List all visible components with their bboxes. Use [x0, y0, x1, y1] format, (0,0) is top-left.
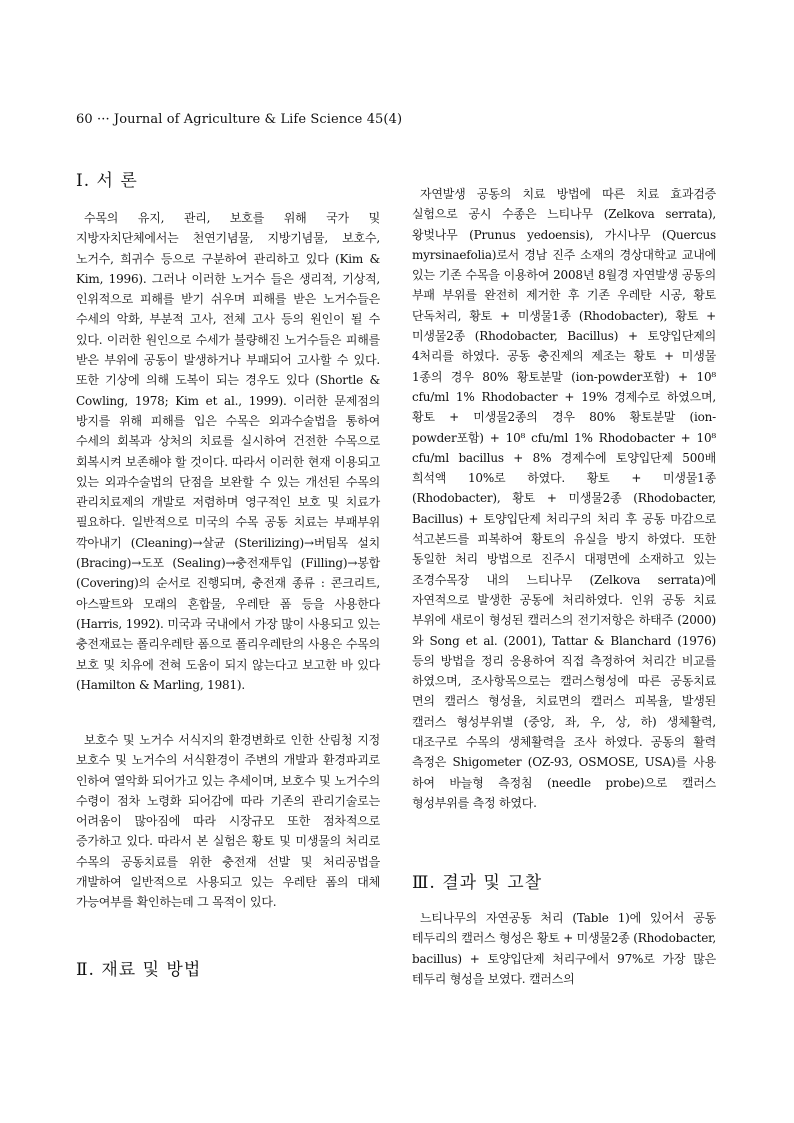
intro-paragraph-2: 보호수 및 노거수 서식지의 환경변화로 인한 산림청 지정 보호수 및 노거수의 서식환경이 주변의 개발과 환경파괴로 인하여 열악화 되어가고 있는 추세이며, 보호수 및 노거수의 수령이 점차 노령화 되어감에 따라 기존의 관리기술로는 어려움이 많아짐에 따라 시장규모 또한 점차적으로 증가하고 있다. 따라서 본 실험은 황토 및 미생물의 처리로 수목의 공동치료를 위한 충전재 선발 및 처리공법을 개발하여 일반적으로 사용되고 있는 우레탄 폼의 대체 가능여부를 확인하는데 그 목적이 있다. [76, 733, 380, 910]
section-title-methods: Ⅱ. 재료 및 방법 [76, 960, 202, 980]
methods-paragraph-1: 자연발생 공동의 치료 방법에 따른 치료 효과검증 실험으로 공시 수종은 느티나무 (Zelkova serrata), 왕벚나무 (Prunus yedoensis), 가시나무 (Quercus myrsinaefolia)로서 경남 진주 소재의 경상대학교 교내에 있는 기존 수목을 이용하여 2008년 8월경 자연발생 공동의 부패 부위를 완전히 제거한 후 기존 우레탄 시공, 황토 단독처리, 황토 + 미생물1종 (Rhodobacter), 황토 + 미생물2종 (Rhodobacter, Bacillus) + 토양입단제의 4처리를 하였다. 공동 충진제의 제조는 황토 + 미생물 1종의 경우 80% 황토분말 (ion-powder포함) + 10⁸ cfu/ml 1% Rhodobacter + 19% 경제수로 하였으며, 황토 + 미생물2종의 경우 80% 황토분말 (ion-powder포함) + 10⁸ cfu/ml 1% Rhodobacter + 10⁸ cfu/ml bacillus + 8% 경제수에 토양입단제 500배 희석액 10%로 하였다. 황토 + 미생물1종 (Rhodobacter), 황토 + 미생물2종 (Rhodobacter, Bacillus) + 토양입단제 처리구의 처리 후 공동 마감으로 석고본드를 피복하여 황토의 유실을 방지 하였다. 또한 동일한 처리 방법으로 진주시 대평면에 소재하고 있는 조경수목장 내의 느티나무 (Zelkova serrata)에 자연적으로 발생한 공동에 처리하였다. 인위 공동 치료 부위에 새로이 형성된 캘러스의 전기저항은 하태주 (2000)와 Song et al. (2001), Tattar & Blanchard (1976) 등의 방법을 정리 응용하여 직접 측정하여 처리간 비교를 하였으며, 조사항목으로는 캘러스형성에 따른 공동치료 면의 캘러스 형성율, 치료면의 캘러스 피복율, 발생된 캘러스 형성부위별 (중앙, 좌, 우, 상, 하) 생체활력, 대조구로 수목의 생체활력을 조사 하였다. 공동의 활력 측정은 Shigometer (OZ-93, OSMOSE, USA)를 사용 하여 바늘형 측정침 (needle probe)으로 캘러스 형성부위를 측정 하였다. [412, 187, 716, 810]
section-title-results: Ⅲ. 결과 및 고찰 [412, 873, 543, 893]
running-head: 60 ··· Journal of Agriculture & Life Science 45(4) [76, 112, 403, 127]
intro-paragraph-1: 수목의 유지, 관리, 보호를 위해 국가 및 지방자치단체에서는 천연기념물, 지방기념물, 보호수, 노거수, 희귀수 등으로 구분하여 관리하고 있다 (Kim & Kim, 1996). 그러나 이러한 노거수 들은 생리적, 기상적, 인위적으로 피해를 받기 쉬우며 피해를 받은 노거수들은 수세의 악화, 부분적 고사, 전체 고사 등의 원인이 될 수 있다. 이러한 원인으로 수세가 불량해진 노거수들은 피해를 받은 부위에 공동이 발생하거나 부패되어 고사할 수 있다. 또한 기상에 의해 도복이 되는 경우도 있다 (Shortle & Cowling, 1978; Kim et al., 1999). 이러한 문제점의 방지를 위해 피해를 입은 수목은 외과수술법을 통하여 수세의 회복과 상처의 치료를 실시하여 건전한 수목으로 회복시켜 보존해야 할 것이다. 따라서 이러한 현재 이용되고 있는 외과수술법의 단점을 보완할 수 있는 개선된 수목의 관리치료제의 개발로 저렴하며 영구적인 보호 및 치료가 필요하다. 일반적으로 미국의 수목 공동 치료는 부패부위 깍아내기 (Cleaning)→살균 (Sterilizing)→버팀목 설치 (Bracing)→도포 (Sealing)→충전재투입 (Filling)→봉합 (Covering)의 순서로 진행되며, 충전재 종류 : 콘크리트, 아스팔트와 모래의 혼합물, 우레탄 폼 등을 사용한다 (Harris, 1992). 미국과 국내에서 가장 많이 사용되고 있는 충전재료는 폴리우레탄 폼으로 폴리우레탄의 사용은 수목의 보호 및 치유에 전혀 도움이 되지 않는다고 보고한 바 있다 (Hamilton & Marling, 1981). [76, 211, 380, 692]
results-paragraph-1: 느티나무의 자연공동 처리 (Table 1)에 있어서 공동 테두리의 캘러스 형성은 황토 + 미생물2종 (Rhodobacter, bacillus) + 토양입단제 처리구에서 97%로 가장 많은 테두리 형성을 보였다. 캘러스의 [412, 911, 716, 986]
section-title-introduction: Ⅰ. 서 론 [76, 171, 138, 191]
